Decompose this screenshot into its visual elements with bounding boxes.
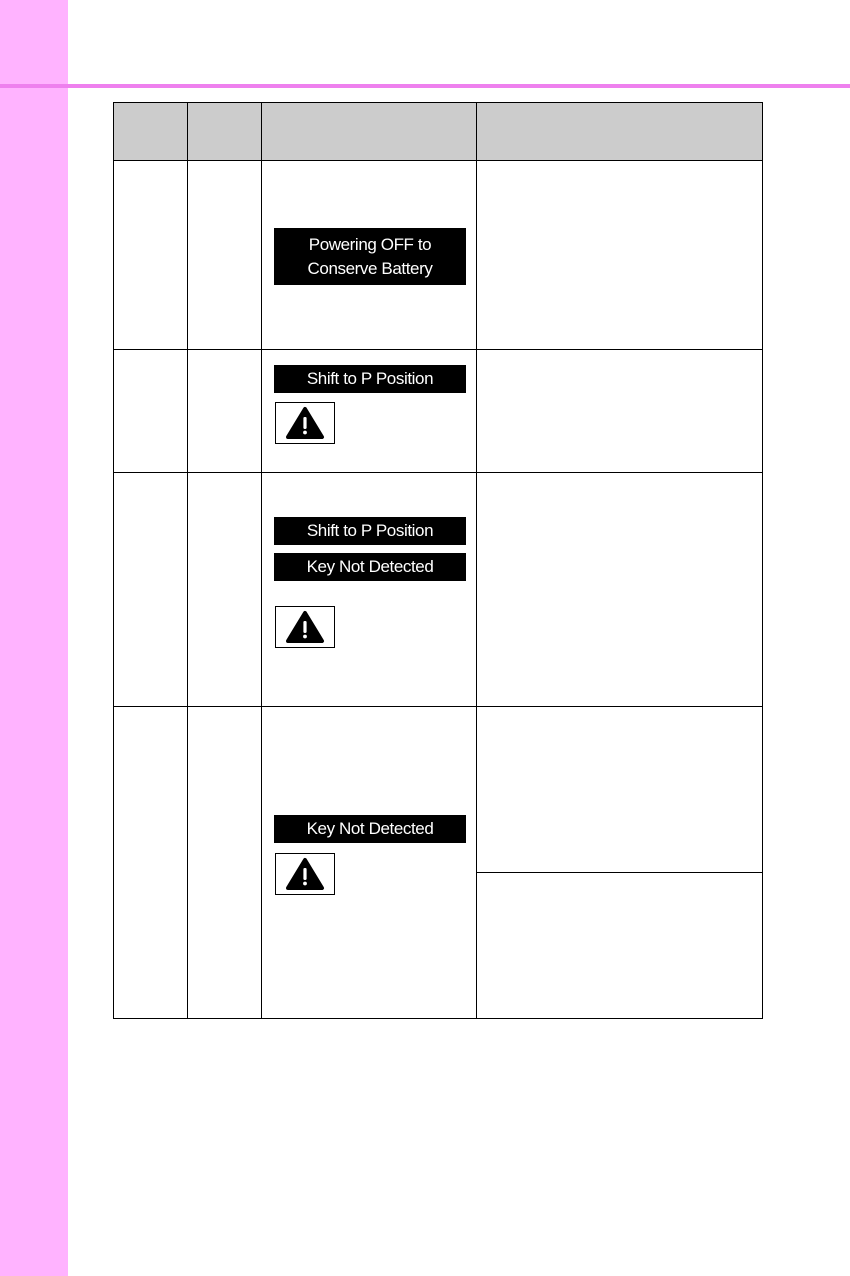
row-divider: [114, 472, 762, 473]
header-rule: [0, 84, 850, 88]
message-badge-shift-to-p: [274, 365, 466, 393]
message-badge-key-not-detected: [274, 553, 466, 581]
column-divider: [261, 103, 262, 1019]
warning-triangle-icon: [275, 606, 335, 648]
warning-triangle-icon: [275, 402, 335, 444]
message-text: Shift to P Position: [306, 521, 434, 540]
row-divider: [477, 872, 762, 873]
message-badge-key-not-detected: [274, 815, 466, 843]
table-bottom-border: [114, 1018, 762, 1019]
warning-triangle-icon: [275, 853, 335, 895]
table-header-row: [114, 103, 762, 161]
row-divider: [114, 349, 762, 350]
message-text: Shift to P Position: [306, 369, 434, 388]
chapter-tab-sidebar: [0, 0, 68, 1276]
message-badge-powering-off: [274, 228, 466, 285]
message-text: Powering OFF to: [308, 234, 432, 254]
column-divider: [476, 103, 477, 1019]
column-divider: [187, 103, 188, 1019]
warning-message-table: [113, 102, 763, 1019]
message-text: Key Not Detected: [306, 557, 434, 576]
message-badge-shift-to-p: [274, 517, 466, 545]
message-text: Key Not Detected: [306, 819, 434, 838]
message-text: Conserve Battery: [307, 258, 433, 278]
row-divider: [114, 706, 762, 707]
